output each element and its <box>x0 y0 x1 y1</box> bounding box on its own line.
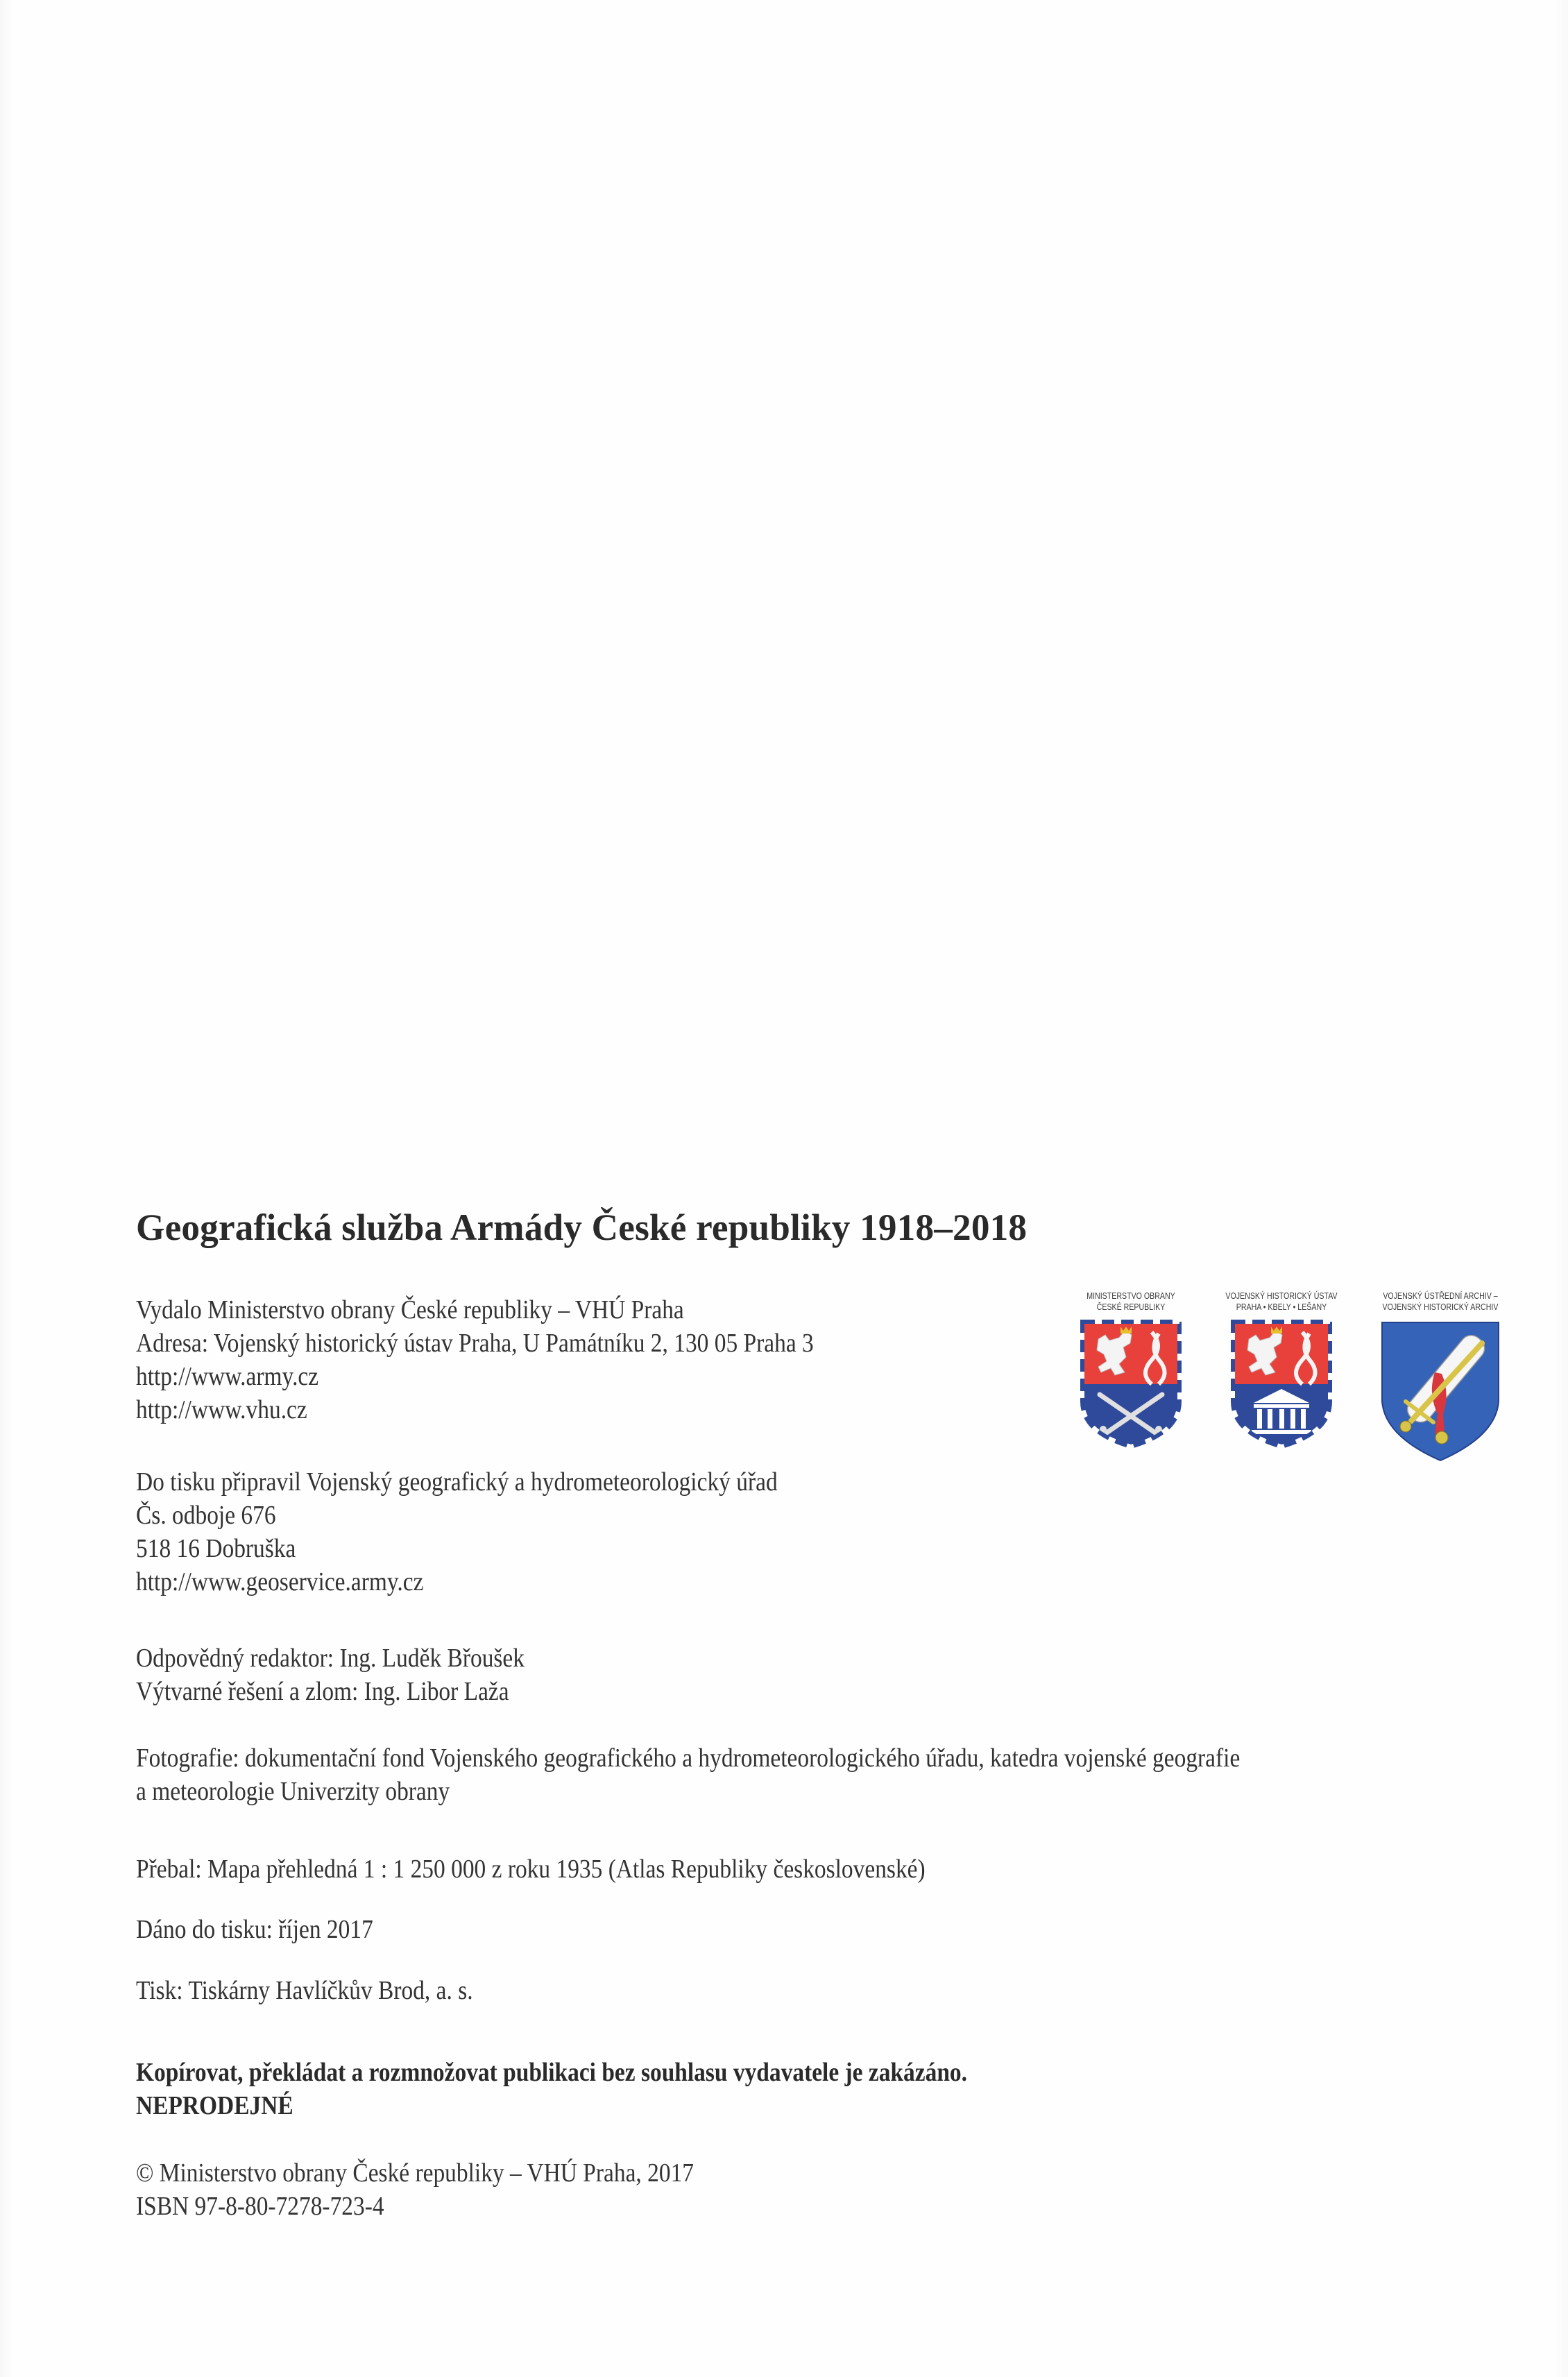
book-title: Geografická služba Armády České republiky 1918–2018 <box>136 1207 1028 1248</box>
emblem-ministry-of-defence <box>1062 1290 1200 1450</box>
military-history-institute-coat-of-arms-icon <box>1229 1318 1333 1450</box>
isbn-line: ISBN 97-8-80-7278-723-4 <box>136 2192 384 2221</box>
ministry-of-defence-coat-of-arms-icon <box>1079 1318 1183 1450</box>
copyright-line: © Ministerstvo obrany České republiky – VHÚ Praha, 2017 <box>136 2158 694 2188</box>
printing-house <box>136 1974 519 2007</box>
emblem-caption: VOJENSKÝ ÚSTŘEDNÍ ARCHIV – <box>1383 1291 1498 1301</box>
emblem-military-history-institute <box>1209 1290 1354 1450</box>
emblem-military-archive <box>1357 1290 1524 1464</box>
vhu-url-link[interactable]: http://www.vhu.cz <box>136 1395 307 1424</box>
layout-designer: Výtvarné řešení a zlom: Ing. Libor Laža <box>136 1677 509 1706</box>
prepress-info <box>136 1465 865 1599</box>
copyright-info <box>136 2156 770 2223</box>
photo-credits <box>136 1741 1390 1808</box>
copy-notice <box>136 2056 1080 2122</box>
publisher-info <box>136 1293 906 1426</box>
military-archive-coat-of-arms-icon <box>1378 1318 1503 1464</box>
cover-info <box>136 1852 1033 1886</box>
cover-line: Přebal: Mapa přehledná 1 : 1 250 000 z roku 1935 (Atlas Republiky československé) <box>136 1855 926 1884</box>
prepress-street: Čs. odboje 676 <box>136 1501 276 1530</box>
geoservice-url-link[interactable]: http://www.geoservice.army.cz <box>136 1567 424 1596</box>
army-url-link[interactable]: http://www.army.cz <box>136 1362 319 1391</box>
prepress-line: Do tisku připravil Vojenský geografický a hydrometeorologický úřad <box>136 1467 778 1497</box>
printing-house-line: Tisk: Tiskárny Havlíčkův Brod, a. s. <box>136 1976 473 2005</box>
print-date-line: Dáno do tisku: říjen 2017 <box>136 1915 373 1944</box>
emblem-caption: VOJENSKÝ HISTORICKÝ ARCHIV <box>1382 1302 1499 1312</box>
emblem-caption: ČESKÉ REPUBLIKY <box>1096 1302 1166 1312</box>
emblem-caption: MINISTERSTVO OBRANY <box>1086 1291 1175 1301</box>
emblem-caption: PRAHA • KBELY • LEŠANY <box>1236 1302 1327 1312</box>
photo-credits-line: a meteorologie Univerzity obrany <box>136 1777 450 1806</box>
responsible-editor: Odpovědný redaktor: Ing. Luděk Břoušek <box>136 1644 525 1673</box>
print-date <box>136 1913 405 1946</box>
not-for-sale-label: NEPRODEJNÉ <box>136 2091 293 2120</box>
copy-prohibition: Kopírovat, překládat a rozmnožovat publikaci bez souhlasu vydavatele je zakázáno. <box>136 2058 967 2087</box>
editors-info <box>136 1642 577 1708</box>
publisher-address: Adresa: Vojenský historický ústav Praha, U Památníku 2, 130 05 Praha 3 <box>136 1329 814 1358</box>
photo-credits-line: Fotografie: dokumentační fond Vojenského geografického a hydrometeorologického úřadu, katedra vojenské geografie <box>136 1744 1241 1773</box>
emblem-caption: VOJENSKÝ HISTORICKÝ ÚSTAV <box>1225 1291 1338 1301</box>
publisher-line: Vydalo Ministerstvo obrany České republiky – VHÚ Praha <box>136 1295 684 1324</box>
prepress-city: 518 16 Dobruška <box>136 1534 296 1563</box>
